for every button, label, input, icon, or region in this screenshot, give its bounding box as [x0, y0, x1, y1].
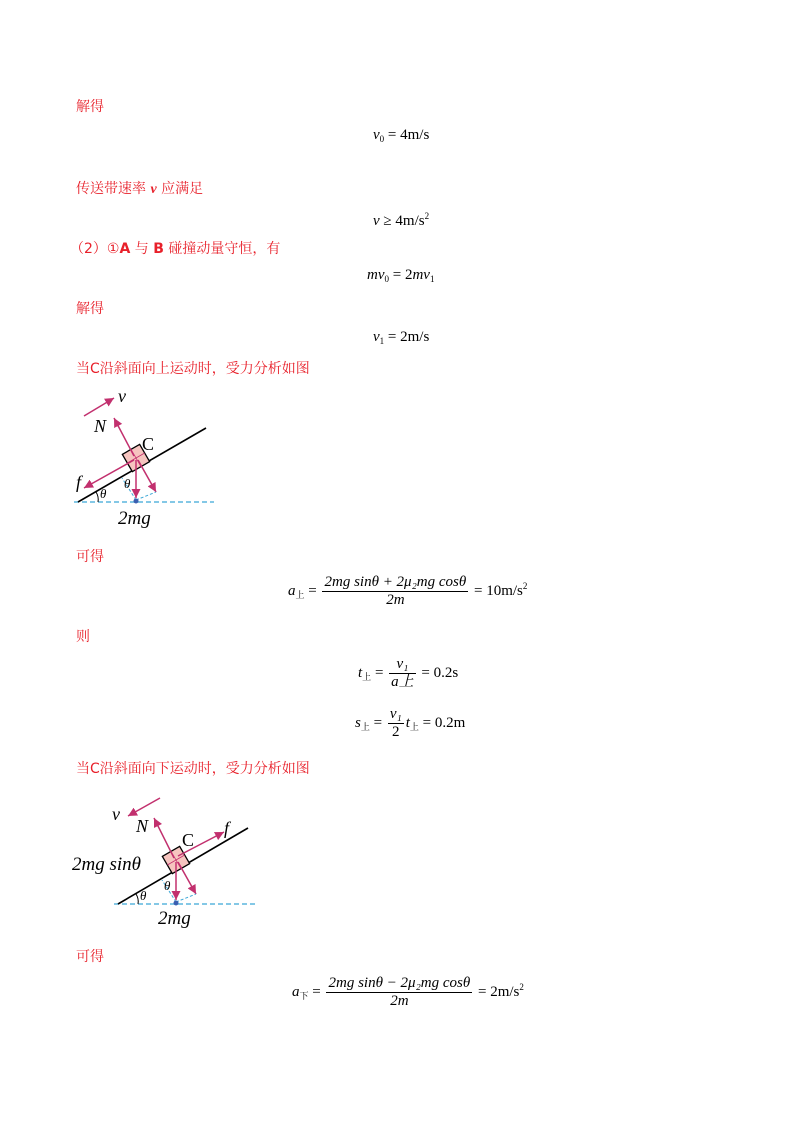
equation-s-up: $s_上$ = $\frac{\text{v₁}}{2}$ $t_上 = 0.2m$	[355, 706, 466, 740]
label-theta-1: θ	[140, 888, 147, 903]
force-diagram-up	[66, 388, 226, 528]
text-solve-2: 解得	[76, 301, 104, 317]
equation-t-up: $t_上$ = $\frac{\text{v₁}}{\text{a上}}$ = 0.2s	[358, 656, 459, 690]
label-c: C	[182, 830, 195, 850]
text-part2: （2）①A 与 B 碰撞动量守恒，有	[70, 241, 281, 257]
label-n: N	[94, 416, 107, 436]
text-obtain-1: 可得	[76, 549, 104, 565]
text-belt-speed: 传送带速率 v 应满足	[76, 181, 204, 197]
label-v: v	[112, 804, 120, 824]
label-2mg: 2mg	[118, 508, 151, 529]
equation-a-up: $a_上$ = $\frac{\text{2mg sinθ + 2μ₂mg cosθ}}{2m}$ = $10m/s^2$	[288, 574, 528, 608]
equation-a-down: $a_下$ = $\frac{\text{2mg sinθ − 2μ₂mg cosθ}}{2m}$ = $2m/s^2$	[292, 975, 524, 1009]
text-obtain-2: 可得	[76, 949, 104, 965]
gravity-component-arrow	[178, 862, 196, 894]
equation-v-condition: $v \ge 4m/s^2$	[373, 211, 430, 229]
text-then: 则	[76, 629, 90, 645]
equation-v0: $v_0 = 4m/s$	[373, 127, 430, 144]
gravity-component-arrow	[138, 460, 156, 492]
label-n: N	[136, 816, 149, 836]
normal-force-arrow	[114, 418, 134, 456]
text-case-up: 当C沿斜面向上运动时，受力分析如图	[76, 361, 310, 377]
label-c: C	[142, 434, 155, 454]
text-case-down: 当C沿斜面向下运动时，受力分析如图	[76, 761, 310, 777]
normal-force-arrow	[154, 818, 174, 858]
text-solve-1: 解得	[76, 99, 104, 115]
equation-v1: $v_1 = 2m/s$	[373, 329, 430, 346]
velocity-arrow	[84, 398, 114, 416]
label-f: f	[224, 818, 230, 838]
label-2mg: 2mg	[158, 908, 191, 929]
label-theta-1: θ	[100, 486, 107, 501]
label-f: f	[76, 472, 82, 492]
equation-momentum: $mv_0 = 2mv_1$	[367, 267, 435, 284]
force-diagram-down	[66, 790, 266, 930]
label-theta-2: θ	[164, 878, 171, 893]
label-2mg-sin-theta: 2mg sinθ	[72, 854, 141, 875]
label-theta-2: θ	[124, 476, 131, 491]
label-v: v	[118, 386, 126, 406]
velocity-arrow	[128, 798, 160, 816]
